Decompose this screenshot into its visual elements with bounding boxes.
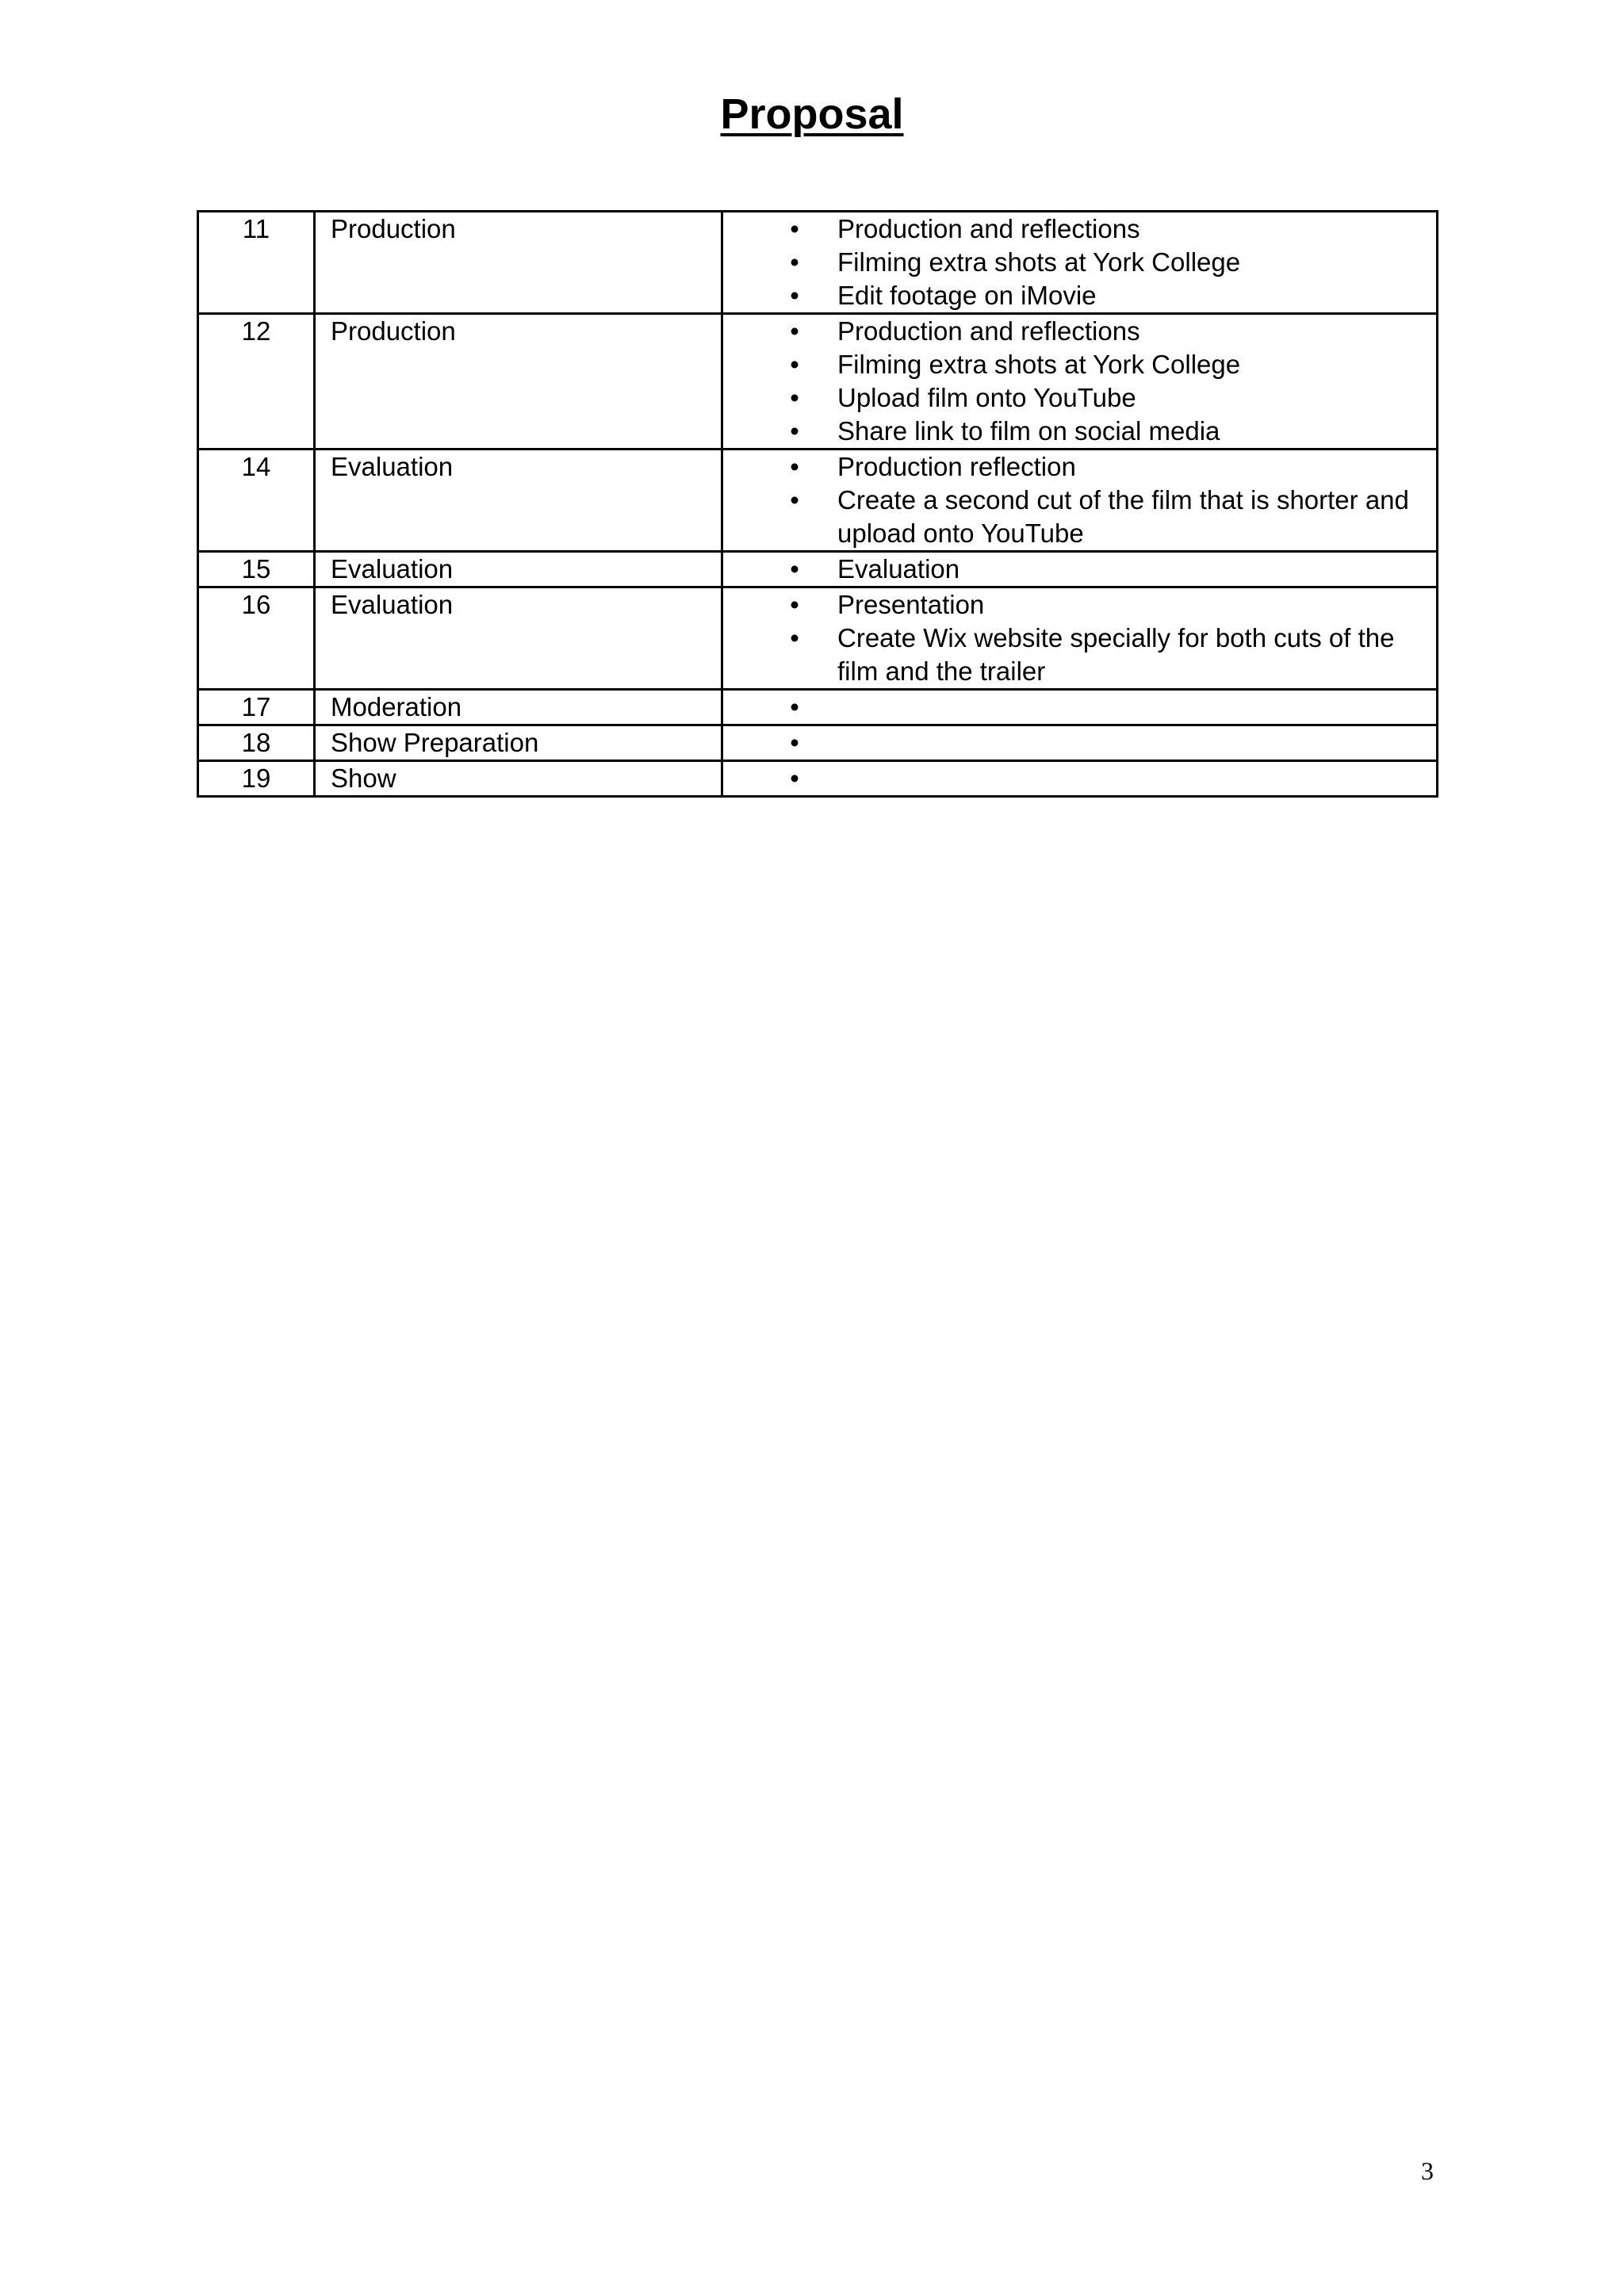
- tasks-cell: [722, 450, 1438, 552]
- list-item: [723, 246, 1420, 279]
- tasks-cell: [722, 587, 1438, 690]
- list-item: [723, 415, 1420, 448]
- task-text: Filming extra shots at York College: [837, 247, 1241, 277]
- bullet-icon: •: [790, 692, 799, 721]
- phase-cell: Production: [315, 212, 722, 314]
- list-item: [723, 212, 1420, 246]
- bullet-icon: •: [790, 214, 799, 243]
- task-list: [723, 588, 1420, 688]
- list-item: [723, 450, 1420, 484]
- task-text: Edit footage on iMovie: [837, 281, 1097, 310]
- table-row: [198, 450, 1438, 552]
- tasks-cell: [722, 552, 1438, 587]
- task-list: [723, 212, 1420, 312]
- bullet-icon: •: [790, 485, 799, 515]
- list-item: [723, 348, 1420, 381]
- bullet-icon: •: [790, 316, 799, 346]
- bullet-icon: •: [790, 452, 799, 481]
- week-cell: 18: [198, 725, 315, 761]
- table-row: [198, 212, 1438, 314]
- phase-cell: Evaluation: [315, 450, 722, 552]
- list-item: [723, 484, 1420, 550]
- week-cell: 14: [198, 450, 315, 552]
- phase-cell: Evaluation: [315, 587, 722, 690]
- task-text: Create a second cut of the film that is shorter and upload onto YouTube: [837, 485, 1409, 548]
- table-row: [198, 690, 1438, 725]
- list-item: [723, 622, 1420, 688]
- task-list: [723, 315, 1420, 448]
- week-cell: 16: [198, 587, 315, 690]
- task-text: Evaluation: [837, 554, 960, 584]
- list-item: [723, 381, 1420, 415]
- table-row: [198, 314, 1438, 450]
- table-row: [198, 552, 1438, 587]
- task-text: Production reflection: [837, 452, 1076, 481]
- phase-cell: Show Preparation: [315, 725, 722, 761]
- page-number: 3: [1421, 2156, 1434, 2185]
- tasks-cell: [722, 725, 1438, 761]
- table-row: [198, 725, 1438, 761]
- week-cell: 12: [198, 314, 315, 450]
- bullet-icon: •: [790, 554, 799, 584]
- table-row: [198, 587, 1438, 690]
- list-item: [723, 279, 1420, 312]
- page-title: Proposal: [720, 90, 904, 138]
- phase-cell: Evaluation: [315, 552, 722, 587]
- bullet-icon: •: [790, 383, 799, 412]
- bullet-icon: •: [790, 416, 799, 446]
- task-text: Production and reflections: [837, 214, 1140, 243]
- phase-cell: Production: [315, 314, 722, 450]
- tasks-cell: [722, 761, 1438, 797]
- task-text: Presentation: [837, 590, 985, 619]
- bullet-icon: •: [790, 590, 799, 619]
- task-text: Upload film onto YouTube: [837, 383, 1136, 412]
- bullet-icon: •: [790, 350, 799, 379]
- schedule-table: [197, 210, 1438, 798]
- task-list: [723, 450, 1420, 550]
- task-text: Create Wix website specially for both cuts of the film and the trailer: [837, 623, 1395, 686]
- week-cell: 15: [198, 552, 315, 587]
- bullet-icon: •: [790, 728, 799, 757]
- list-item: [723, 553, 1420, 586]
- task-text: Share link to film on social media: [837, 416, 1220, 446]
- phase-cell: Moderation: [315, 690, 722, 725]
- phase-cell: Show: [315, 761, 722, 797]
- table-row: [198, 761, 1438, 797]
- bullet-icon: •: [790, 623, 799, 652]
- list-item: [723, 315, 1420, 348]
- bullet-icon: •: [790, 281, 799, 310]
- bullet-icon: •: [790, 247, 799, 277]
- week-cell: 17: [198, 690, 315, 725]
- tasks-cell: [722, 314, 1438, 450]
- bullet-icon: •: [790, 763, 799, 793]
- task-text: Production and reflections: [837, 316, 1140, 346]
- task-text: Filming extra shots at York College: [837, 350, 1241, 379]
- week-cell: 11: [198, 212, 315, 314]
- list-item: [723, 588, 1420, 622]
- week-cell: 19: [198, 761, 315, 797]
- tasks-cell: [722, 690, 1438, 725]
- task-list: [723, 553, 1420, 586]
- tasks-cell: [722, 212, 1438, 314]
